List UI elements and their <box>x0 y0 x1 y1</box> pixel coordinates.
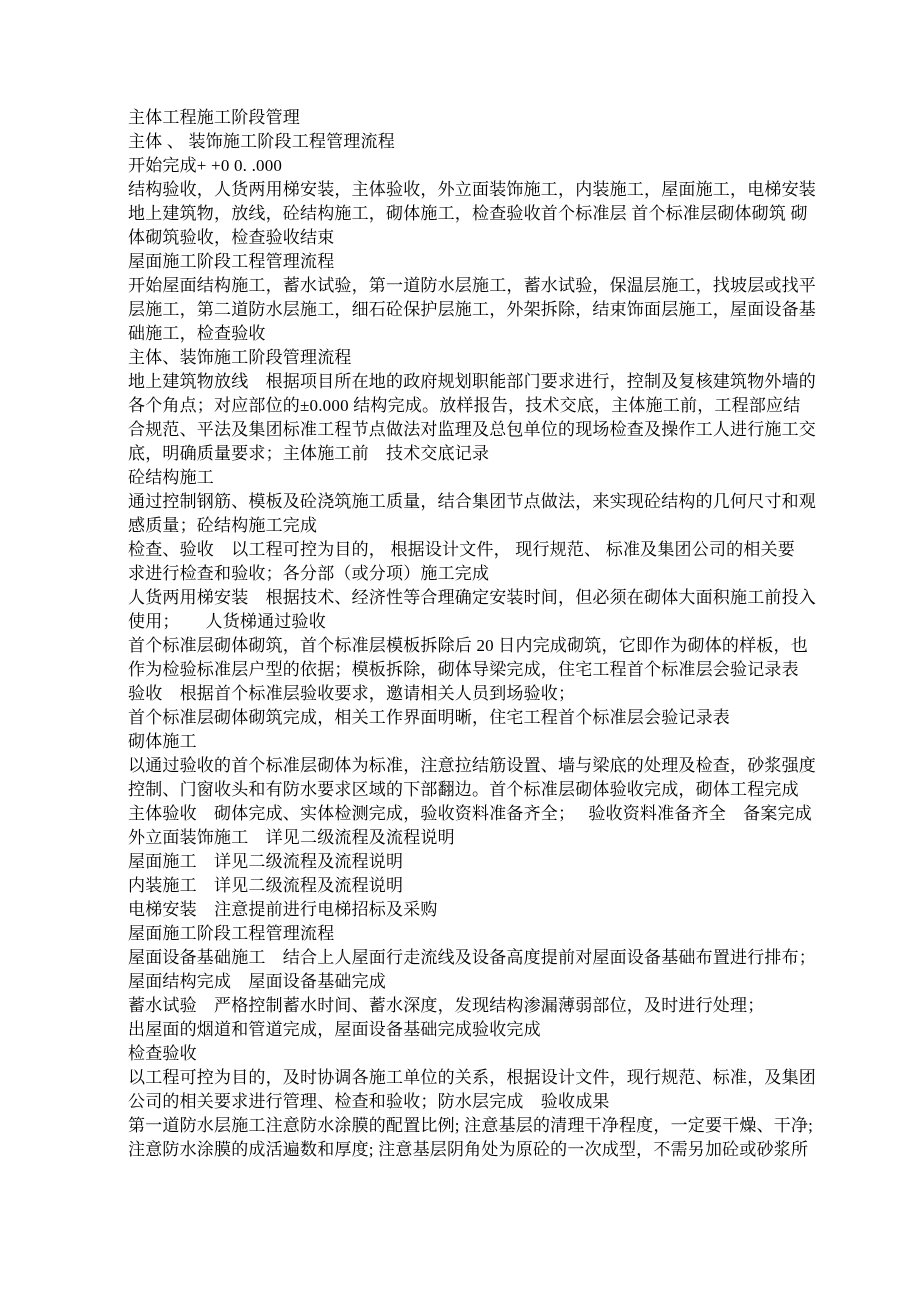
text-line: 求进行检查和验收；各分部（或分项）施工完成 <box>128 564 490 583</box>
text-line: 内装施工 详见二级流程及流程说明 <box>128 876 404 895</box>
text-line: 通过控制钢筋、模板及砼浇筑施工质量，结合集团节点做法，来实现砼结构的几何尺寸和观 <box>128 492 816 511</box>
text-line: 主体、装饰施工阶段管理流程 <box>128 348 352 367</box>
text-line: 底，明确质量要求；主体施工前 技术交底记录 <box>128 444 490 463</box>
text-line: 屋面施工阶段工程管理流程 <box>128 252 335 271</box>
text-line: 主体验收 砌体完成、实体检测完成，验收资料准备齐全； 验收资料准备齐全 备案完成 <box>128 804 812 823</box>
text-line: 人货两用梯安装 根据技术、经济性等合理确定安装时间，但必须在砌体大面积施工前投入 <box>128 588 816 607</box>
text-line: 各个角点；对应部位的±0.000 结构完成。放样报告，技术交底，主体施工前，工程部应结 <box>128 396 801 415</box>
text-line: 屋面施工阶段工程管理流程 <box>128 924 335 943</box>
text-line: 首个标准层砌体砌筑，首个标准层模板拆除后 20 日内完成砌筑，它即作为砌体的样板，也 <box>128 636 808 655</box>
text-line: 第一道防水层施工注意防水涂膜的配置比例; 注意基层的清理干净程度，一定要干燥、干净; <box>128 1116 814 1135</box>
text-line: 电梯安装 注意提前进行电梯招标及采购 <box>128 900 438 919</box>
text-line: 屋面结构完成 屋面设备基础完成 <box>128 972 386 991</box>
text-line: 主体工程施工阶段管理 <box>128 108 300 127</box>
text-line: 控制、门窗收头和有防水要求区域的下部翻边。首个标准层砌体验收完成，砌体工程完成 <box>128 780 799 799</box>
text-line: 出屋面的烟道和管道完成，屋面设备基础完成验收完成 <box>128 1020 541 1039</box>
text-line: 感质量；砼结构施工完成 <box>128 516 318 535</box>
text-line: 开始完成+ +0 0. .000 <box>128 156 283 175</box>
text-line: 以通过验收的首个标准层砌体为标准，注意拉结筋设置、墙与梁底的处理及检查，砂浆强度 <box>128 756 816 775</box>
text-line: 主体 、 装饰施工阶段工程管理流程 <box>128 132 395 151</box>
text-line: 以工程可控为目的，及时协调各施工单位的关系，根据设计文件，现行规范、标准，及集团 <box>128 1068 816 1087</box>
text-line: 合规范、平法及集团标准工程节点做法对监理及总包单位的现场检查及操作工人进行施工交 <box>128 420 816 439</box>
text-line: 使用； 人货梯通过验收 <box>128 612 326 631</box>
text-line: 注意防水涂膜的成活遍数和厚度; 注意基层阴角处为原砼的一次成型，不需另加砼或砂浆所 <box>128 1140 809 1159</box>
text-line: 外立面装饰施工 详见二级流程及流程说明 <box>128 828 455 847</box>
text-line: 检查、验收 以工程可控为目的， 根据设计文件， 现行规范、 标准及集团公司的相关要 <box>128 540 795 559</box>
text-line: 砌体施工 <box>128 732 197 751</box>
text-line: 层施工，第二道防水层施工，细石砼保护层施工，外架拆除，结束饰面层施工，屋面设备基 <box>128 300 816 319</box>
text-line: 公司的相关要求进行管理、检查和验收；防水层完成 验收成果 <box>128 1092 610 1111</box>
text-line: 体砌筑验收，检查验收结束 <box>128 228 335 247</box>
text-line: 础施工，检查验收 <box>128 324 266 343</box>
text-line: 首个标准层砌体砌筑完成，相关工作界面明晰，住宅工程首个标准层会验记录表 <box>128 708 730 727</box>
document-body <box>128 106 828 1162</box>
text-line: 砼结构施工 <box>128 468 214 487</box>
text-line: 开始屋面结构施工，蓄水试验，第一道防水层施工，蓄水试验，保温层施工，找坡层或找平 <box>128 276 816 295</box>
text-line: 地上建筑物放线 根据项目所在地的政府规划职能部门要求进行，控制及复核建筑物外墙的 <box>128 372 816 391</box>
text-line: 验收 根据首个标准层验收要求，邀请相关人员到场验收； <box>128 684 576 703</box>
text-line: 作为检验标准层户型的依据；模板拆除，砌体导梁完成，住宅工程首个标准层会验记录表 <box>128 660 799 679</box>
text-line: 结构验收，人货两用梯安装，主体验收，外立面装饰施工，内装施工，屋面施工，电梯安装 <box>128 180 816 199</box>
text-line: 地上建筑物，放线，砼结构施工，砌体施工，检查验收首个标准层 首个标准层砌体砌筑 砌 <box>128 204 808 223</box>
text-line: 蓄水试验 严格控制蓄水时间、蓄水深度，发现结构渗漏薄弱部位，及时进行处理； <box>128 996 765 1015</box>
text-line: 检查验收 <box>128 1044 197 1063</box>
text-line: 屋面设备基础施工 结合上人屋面行走流线及设备高度提前对屋面设备基础布置进行排布； <box>128 948 816 967</box>
text-line: 屋面施工 详见二级流程及流程说明 <box>128 852 404 871</box>
